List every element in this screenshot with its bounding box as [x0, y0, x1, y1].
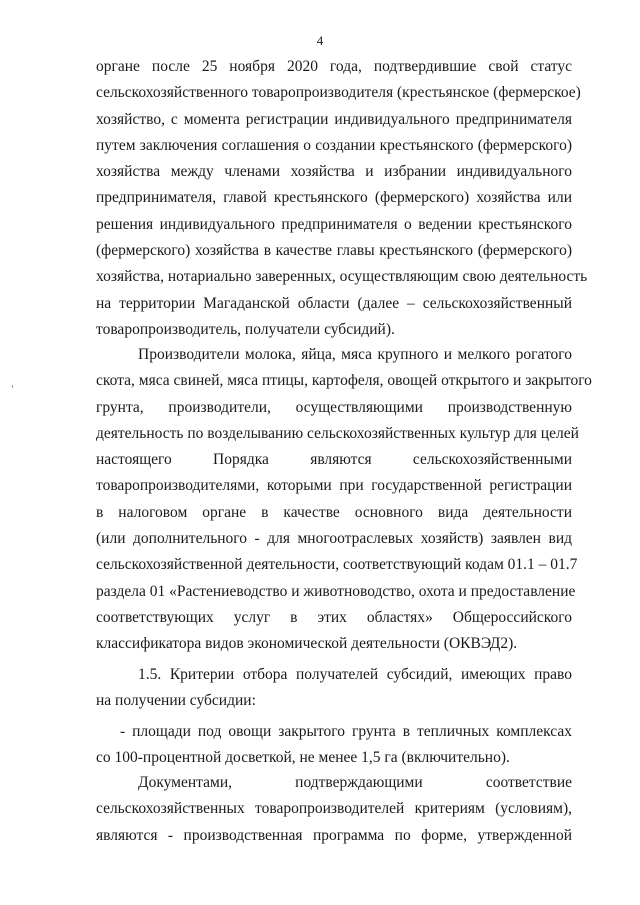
paragraph-2 — [96, 342, 592, 658]
margin-mark — [12, 385, 13, 388]
text-line: со 100-процентной досветкой, не менее 1,5 га (включительно). — [96, 749, 510, 767]
text-line: хозяйство, с момента регистрации индивидуального предпринимателя — [96, 110, 572, 128]
text-line: Производители молока, яйца, мяса крупного и мелкого рогатого — [138, 346, 572, 363]
text-line: настоящего Порядка являются сельскохозяйственными — [96, 451, 572, 469]
paragraph-5 — [96, 770, 572, 849]
text-line: хозяйства между членами хозяйства и избрании индивидуального — [96, 163, 572, 181]
paragraph-4 — [96, 719, 572, 772]
text-line: органе после 25 ноября 2020 года, подтвердившие свой статус — [96, 58, 572, 75]
text-line: 1.5. Критерии отбора получателей субсидий, имеющих право — [138, 666, 572, 683]
paragraph-3 — [96, 662, 572, 715]
text-line: путем заключения соглашения о создании крестьянского (фермерского) — [96, 136, 572, 154]
text-line: сельскохозяйственной деятельности, соответствующий кодам 01.1 – 01.7 — [96, 556, 578, 574]
text-line: сельскохозяйственных товаропроизводителей критериям (условиям), — [96, 800, 572, 818]
text-line: сельскохозяйственного товаропроизводителя (крестьянское (фермерское) — [96, 84, 581, 102]
text-line: грунта, производители, осуществляющими производственную — [96, 398, 572, 416]
text-line: решения индивидуального предпринимателя о ведении крестьянского — [96, 215, 572, 233]
text-line: на получении субсидии: — [96, 692, 256, 710]
text-line: являются - производственная программа по форме, утвержденной — [96, 826, 572, 844]
page-number: 4 — [316, 33, 324, 48]
text-line: (или дополнительного - для многоотраслевых хозяйств) заявлен вид — [96, 530, 572, 548]
text-line: соответствующих услуг в этих областях» Общероссийского — [96, 608, 572, 626]
text-line: хозяйства, нотариально заверенных, осуществляющим свою деятельность — [96, 268, 588, 286]
text-line: классификатора видов экономической деятельности (ОКВЭД2). — [96, 635, 518, 653]
text-line: скота, мяса свиней, мяса птицы, картофеля, овощей открытого и закрытого — [96, 372, 592, 390]
text-line: деятельность по возделыванию сельскохозяйственных культур для целей — [96, 424, 579, 442]
text-line: в налоговом органе в качестве основного вида деятельности — [96, 503, 572, 521]
text-line: предпринимателя, главой крестьянского (фермерского) хозяйства или — [96, 189, 572, 207]
text-line: товаропроизводитель, получатели субсидий). — [96, 320, 395, 338]
text-line: на территории Магаданской области (далее – сельскохозяйственный — [96, 294, 572, 312]
text-line: (фермерского) хозяйства в качестве главы крестьянского (фермерского) — [96, 242, 572, 260]
text-line: Документами, подтверждающими соответствие — [138, 774, 572, 791]
text-line: раздела 01 «Растениеводство и животноводство, охота и предоставление — [96, 582, 576, 600]
paragraph-1 — [96, 54, 588, 343]
text-line: товаропроизводителями, которыми при государственной регистрации — [96, 477, 572, 495]
text-line: - площади под овощи закрытого грунта в тепличных комплексах — [120, 723, 572, 740]
